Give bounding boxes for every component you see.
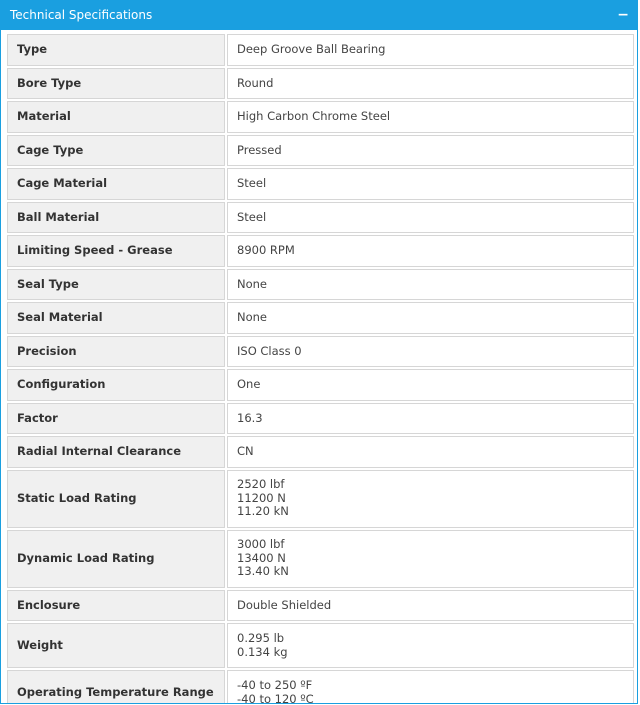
spec-value-line: Steel (237, 209, 267, 224)
spec-value-line: Pressed (237, 142, 282, 157)
spec-label: Enclosure (7, 590, 225, 622)
collapse-icon[interactable]: − (617, 7, 629, 23)
spec-value (227, 590, 634, 622)
panel-title: Technical Specifications (10, 8, 153, 22)
spec-value-line: 0.295 lb (237, 631, 285, 645)
spec-value-line: Round (237, 75, 274, 90)
spec-row (7, 235, 634, 267)
spec-value-line: ISO Class 0 (237, 343, 302, 358)
specs-table (5, 32, 636, 704)
spec-row (7, 623, 634, 668)
spec-row (7, 369, 634, 401)
spec-value-line: None (237, 276, 268, 291)
spec-value (227, 34, 634, 66)
spec-value (227, 269, 634, 301)
spec-value (227, 101, 634, 133)
spec-label: Operating Temperature Range (7, 670, 225, 704)
spec-label: Static Load Rating (7, 470, 225, 528)
spec-value-line: 11200 N (237, 490, 286, 505)
spec-label: Seal Type (7, 269, 225, 301)
spec-value (227, 470, 634, 528)
spec-row (7, 302, 634, 334)
spec-value-line: Double Shielded (237, 597, 332, 612)
spec-row (7, 34, 634, 66)
spec-value-line: High Carbon Chrome Steel (237, 109, 391, 123)
spec-row (7, 168, 634, 200)
spec-value-line: 3000 lbf (237, 537, 285, 552)
spec-label: Type (7, 34, 225, 66)
specs-table-body (7, 34, 634, 704)
spec-label: Limiting Speed - Grease (7, 235, 225, 267)
spec-label: Weight (7, 623, 225, 668)
spec-value (227, 369, 634, 401)
spec-value (227, 202, 634, 234)
spec-row (7, 336, 634, 368)
spec-label: Factor (7, 403, 225, 435)
spec-value (227, 436, 634, 468)
spec-value (227, 530, 634, 588)
spec-label: Configuration (7, 369, 225, 401)
spec-value-line: 8900 RPM (237, 243, 295, 257)
spec-label: Cage Type (7, 135, 225, 167)
spec-value (227, 623, 634, 668)
spec-value-line: One (237, 377, 261, 391)
spec-row (7, 101, 634, 133)
spec-label: Dynamic Load Rating (7, 530, 225, 588)
panel-header[interactable] (1, 0, 637, 30)
spec-value-line: -40 to 250 ºF (237, 678, 313, 692)
spec-value-line: CN (237, 444, 254, 458)
spec-value-line: 16.3 (237, 410, 263, 425)
spec-row (7, 470, 634, 528)
spec-value-line: None (237, 310, 268, 324)
spec-row (7, 590, 634, 622)
specs-table-wrapper (1, 30, 637, 704)
spec-row (7, 403, 634, 435)
spec-value-line: Deep Groove Ball Bearing (237, 42, 386, 56)
spec-row (7, 670, 634, 704)
spec-label: Seal Material (7, 302, 225, 334)
spec-value-line: 2520 lbf (237, 477, 285, 492)
spec-value-line: 13400 N (237, 550, 286, 565)
spec-value (227, 670, 634, 704)
spec-label: Precision (7, 336, 225, 368)
spec-value (227, 68, 634, 100)
spec-label: Radial Internal Clearance (7, 436, 225, 468)
spec-value (227, 168, 634, 200)
spec-value-line: 13.40 kN (237, 564, 289, 579)
spec-value (227, 336, 634, 368)
spec-row (7, 202, 634, 234)
spec-value-line: -40 to 120 ºC (237, 691, 314, 704)
spec-value-line: Steel (237, 176, 267, 190)
spec-value-line: 0.134 kg (237, 644, 288, 659)
spec-label: Ball Material (7, 202, 225, 234)
spec-row (7, 530, 634, 588)
spec-value (227, 403, 634, 435)
spec-value (227, 135, 634, 167)
spec-label: Material (7, 101, 225, 133)
spec-row (7, 269, 634, 301)
spec-value-line: 11.20 kN (237, 504, 289, 519)
spec-row (7, 68, 634, 100)
spec-value (227, 235, 634, 267)
spec-value (227, 302, 634, 334)
spec-label: Cage Material (7, 168, 225, 200)
spec-row (7, 135, 634, 167)
spec-label: Bore Type (7, 68, 225, 100)
spec-row (7, 436, 634, 468)
